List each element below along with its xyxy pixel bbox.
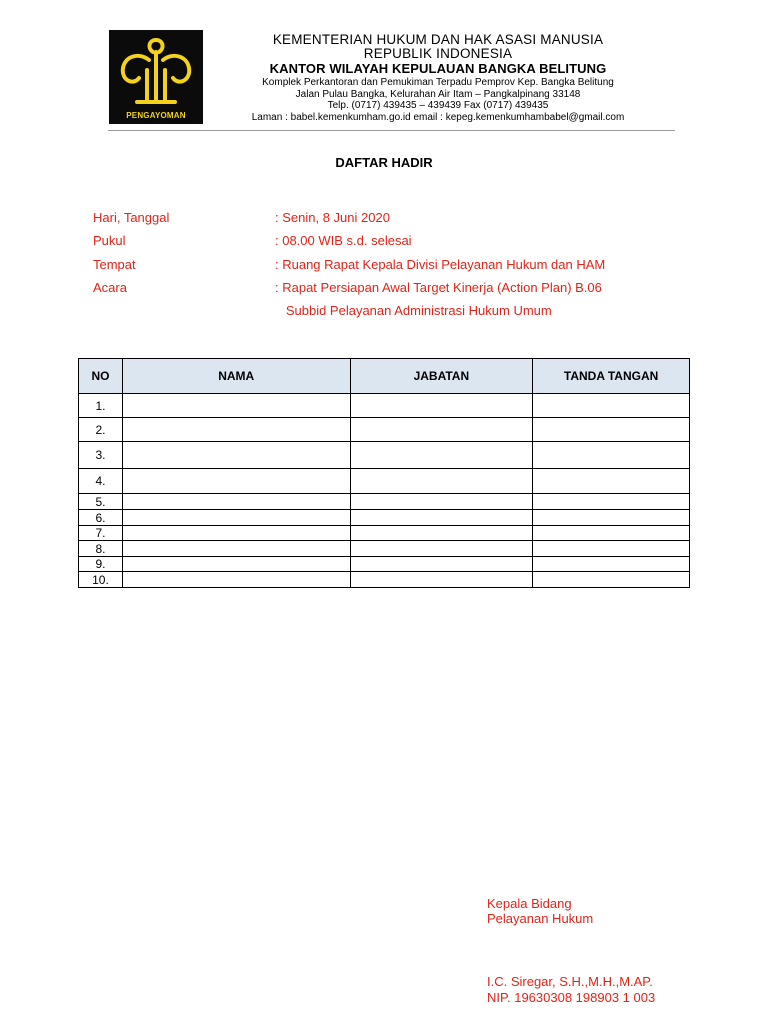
- signature-cell[interactable]: [533, 557, 690, 572]
- logo-caption: PENGAYOMAN: [126, 111, 186, 120]
- header-no: NO: [79, 359, 123, 394]
- position-cell[interactable]: [350, 494, 533, 510]
- table-row: [79, 469, 690, 494]
- info-label: Tempat: [93, 257, 136, 272]
- name-cell[interactable]: [122, 394, 350, 418]
- signature-cell[interactable]: [533, 494, 690, 510]
- signature-cell[interactable]: [533, 418, 690, 442]
- name-cell[interactable]: [122, 494, 350, 510]
- row-number: 5.: [79, 494, 123, 510]
- table-row: [79, 494, 690, 510]
- info-label: Acara: [93, 280, 127, 295]
- info-value: : Senin, 8 Juni 2020: [275, 210, 390, 225]
- country-name: REPUBLIK INDONESIA: [363, 46, 513, 61]
- table-row: [79, 557, 690, 572]
- row-number: 7.: [79, 526, 123, 541]
- name-cell[interactable]: [122, 418, 350, 442]
- info-value: : Ruang Rapat Kepala Divisi Pelayanan Hukum dan HAM: [275, 257, 606, 272]
- table-row: [79, 510, 690, 526]
- row-number: 2.: [79, 418, 123, 442]
- signer-title-line2: Pelayanan Hukum: [487, 911, 594, 926]
- row-number: 10.: [79, 572, 123, 588]
- row-number: 1.: [79, 394, 123, 418]
- row-number: 4.: [79, 469, 123, 494]
- row-number: 9.: [79, 557, 123, 572]
- name-cell[interactable]: [122, 510, 350, 526]
- office-phone: Telp. (0717) 439435 – 439439 Fax (0717) 439435: [327, 100, 549, 111]
- pengayoman-logo: [109, 30, 203, 124]
- table-row: [79, 394, 690, 418]
- header-position: JABATAN: [350, 359, 533, 394]
- signature-cell[interactable]: [533, 572, 690, 588]
- table-row: [79, 526, 690, 541]
- signature-cell[interactable]: [533, 541, 690, 557]
- signer-nip: NIP. 19630308 198903 1 003: [487, 990, 656, 1005]
- name-cell[interactable]: [122, 442, 350, 469]
- table-row: [79, 541, 690, 557]
- signature-cell[interactable]: [533, 526, 690, 541]
- position-cell[interactable]: [350, 557, 533, 572]
- tree-emblem-icon: [109, 30, 203, 110]
- position-cell[interactable]: [350, 541, 533, 557]
- ministry-name: KEMENTERIAN HUKUM DAN HAK ASASI MANUSIA: [272, 32, 604, 47]
- table-row: [79, 442, 690, 469]
- table-row: [79, 418, 690, 442]
- position-cell[interactable]: [350, 526, 533, 541]
- position-cell[interactable]: [350, 572, 533, 588]
- document-title: DAFTAR HADIR: [335, 155, 433, 170]
- position-cell[interactable]: [350, 394, 533, 418]
- position-cell[interactable]: [350, 510, 533, 526]
- row-number: 6.: [79, 510, 123, 526]
- name-cell[interactable]: [122, 526, 350, 541]
- office-address: Jalan Pulau Bangka, Kelurahan Air Itam – Pangkalpinang 33148: [295, 89, 581, 100]
- letterhead-divider: [108, 130, 675, 131]
- position-cell[interactable]: [350, 418, 533, 442]
- office-web-email: Laman : babel.kemenkumham.go.id email : kepeg.kemenkumhambabel@gmail.com: [251, 112, 625, 123]
- info-label: Pukul: [93, 233, 126, 248]
- table-header-row: [79, 359, 690, 394]
- signature-cell[interactable]: [533, 510, 690, 526]
- signature-cell[interactable]: [533, 442, 690, 469]
- row-number: 8.: [79, 541, 123, 557]
- name-cell[interactable]: [122, 469, 350, 494]
- info-value: : Rapat Persiapan Awal Target Kinerja (Action Plan) B.06: [275, 280, 602, 295]
- signature-cell[interactable]: [533, 469, 690, 494]
- name-cell[interactable]: [122, 541, 350, 557]
- office-complex: Komplek Perkantoran dan Pemukiman Terpadu Pemprov Kep. Bangka Belitung: [262, 77, 614, 88]
- office-name: KANTOR WILAYAH KEPULAUAN BANGKA BELITUNG: [269, 61, 607, 76]
- signer-title-line1: Kepala Bidang: [487, 896, 572, 911]
- header-name: NAMA: [122, 359, 350, 394]
- signature-cell[interactable]: [533, 394, 690, 418]
- name-cell[interactable]: [122, 557, 350, 572]
- signer-name: I.C. Siregar, S.H.,M.H.,M.AP.: [487, 974, 653, 989]
- info-value: Subbid Pelayanan Administrasi Hukum Umum: [275, 303, 552, 318]
- name-cell[interactable]: [122, 572, 350, 588]
- info-value: : 08.00 WIB s.d. selesai: [275, 233, 412, 248]
- attendance-table: [78, 358, 690, 588]
- info-label: Hari, Tanggal: [93, 210, 170, 225]
- row-number: 3.: [79, 442, 123, 469]
- position-cell[interactable]: [350, 469, 533, 494]
- header-signature: TANDA TANGAN: [533, 359, 690, 394]
- table-row: [79, 572, 690, 588]
- position-cell[interactable]: [350, 442, 533, 469]
